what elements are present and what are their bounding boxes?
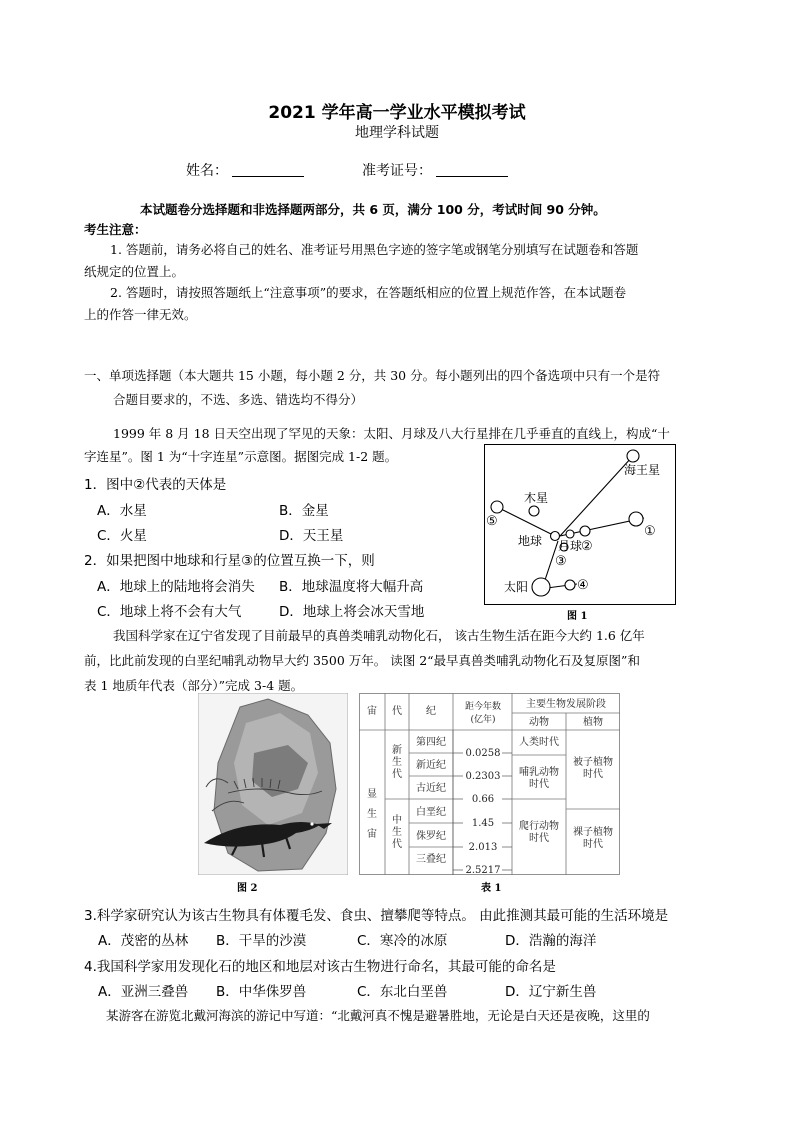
th-plant: 植物	[583, 717, 603, 728]
q2-option-b[interactable]: B．地球温度将大幅升高	[279, 579, 424, 595]
td-ceno-1: 新	[392, 745, 402, 756]
planet-1-body	[629, 512, 643, 526]
td-plant-1b: 时代	[583, 839, 603, 850]
q1-option-d[interactable]: D．天王星	[279, 528, 344, 544]
exam-title: 2021 学年高一学业水平模拟考试	[268, 103, 526, 123]
td-eon-2: 生	[367, 809, 377, 820]
passage1-a: 1999 年 8 月 18 日天空出现了罕见的天象：太阳、月球及八大行星排在几乎垂直的直线上，构成“十	[113, 426, 670, 441]
td-age-4: 2.013	[468, 842, 498, 853]
q1-option-c[interactable]: C．火星	[97, 528, 147, 544]
label-sun: 太阳	[504, 580, 529, 594]
notice-2a: 2. 答题时，请按照答题纸上“注意事项”的要求，在答题纸相应的位置上规范作答，在本试题卷	[110, 285, 627, 300]
td-period-4: 侏罗纪	[416, 831, 446, 842]
figure1-caption: 图 1	[567, 611, 588, 622]
q1-stem: 1．图中②代表的天体是	[84, 477, 227, 493]
passage3-a: 某游客在游览北戴河海滨的游记中写道：“北戴河真不愧是避暑胜地，无论是白天还是夜晚，这里的	[106, 1008, 650, 1023]
td-animal-1b: 时代	[529, 779, 549, 790]
q2-option-d[interactable]: D．地球上将会冰天雪地	[279, 604, 425, 620]
id-label: 准考证号：	[362, 163, 432, 179]
notice-2b: 上的作答一律无效。	[84, 307, 197, 322]
label-n4: ④	[577, 578, 589, 593]
td-meso-2: 生	[392, 827, 402, 838]
td-period-1: 新近纪	[416, 760, 446, 771]
td-animal-1a: 哺乳动物	[519, 767, 559, 778]
th-animal: 动物	[529, 717, 549, 728]
td-eon-3: 宙	[367, 829, 377, 840]
q4-option-b[interactable]: B．中华侏罗兽	[216, 984, 307, 1000]
td-age-0: 0.0258	[465, 748, 501, 759]
id-blank	[436, 162, 508, 177]
td-meso-3: 代	[392, 839, 402, 850]
td-ceno-2: 生	[392, 757, 402, 768]
notice-1b: 纸规定的位置上。	[84, 264, 185, 279]
td-animal-0: 人类时代	[519, 737, 559, 748]
label-jupiter: 木星	[524, 491, 549, 505]
line-to-neptune	[560, 457, 632, 536]
td-plant-0a: 被子植物	[573, 757, 613, 768]
intro-line: 本试题卷分选择题和非选择题两部分，共 6 页，满分 100 分，考试时间 90 分钟。	[140, 202, 606, 217]
td-period-5: 三叠纪	[416, 854, 446, 865]
th-ago-2: (亿年)	[470, 715, 496, 725]
table1-caption: 表 1	[481, 883, 502, 894]
id-field	[362, 160, 508, 180]
td-period-3: 白垩纪	[416, 807, 446, 818]
section1-heading-a: 一、单项选择题（本大题共 15 小题，每小题 2 分，共 30 分。每小题列出的四个备选项中只有一个是符	[84, 368, 661, 383]
td-animal-2a: 爬行动物	[519, 821, 559, 832]
label-n1: ①	[644, 524, 656, 539]
passage2-b: 前，比此前发现的白垩纪哺乳动物早大约 3500 万年。 读图 2“最早真兽类哺乳动物化石及复原图”和	[84, 653, 640, 668]
q4-option-c[interactable]: C．东北白垩兽	[357, 984, 448, 1000]
planet-4-body	[565, 580, 575, 590]
label-n5: ⑤	[486, 514, 498, 529]
q2-stem: 2．如果把图中地球和行星③的位置互换一下，则	[84, 553, 375, 569]
q4-option-a[interactable]: A．亚洲三叠兽	[98, 984, 189, 1000]
notice-1a: 1. 答题前，请务必将自己的姓名、准考证号用黑色字迹的签字笔或钢笔分别填写在试题卷和答题	[110, 242, 639, 257]
td-plant-0b: 时代	[583, 769, 603, 780]
td-age-2: 0.66	[471, 794, 495, 805]
name-blank	[232, 162, 304, 177]
th-ago-1: 距今年数	[464, 702, 502, 712]
q3-option-d[interactable]: D．浩瀚的海洋	[505, 933, 597, 949]
th-stage: 主要生物发展阶段	[526, 699, 606, 710]
td-age-1: 0.2303	[465, 771, 501, 782]
td-age-5: 2.5217	[465, 865, 501, 875]
q3-option-b[interactable]: B．干旱的沙漠	[216, 933, 307, 949]
q1-option-b[interactable]: B．金星	[279, 503, 329, 519]
q3-option-a[interactable]: A．茂密的丛林	[98, 933, 189, 949]
th-eon: 宙	[367, 706, 377, 717]
td-eon-1: 显	[367, 789, 377, 800]
figure2-caption: 图 2	[237, 883, 258, 894]
planet-5-body	[491, 501, 503, 513]
td-meso-1: 中	[392, 815, 402, 826]
q3-stem: 3.科学家研究认为该古生物具有体覆毛发、食虫、擅攀爬等特点。 由此推测其最可能的生活环境是	[84, 908, 669, 924]
label-n2: ②	[581, 539, 593, 554]
q3-option-c[interactable]: C．寒冷的冰原	[357, 933, 448, 949]
name-field	[186, 160, 304, 180]
td-age-3: 1.45	[471, 818, 495, 829]
td-plant-1a: 裸子植物	[573, 827, 613, 838]
label-n3: ③	[555, 554, 567, 569]
section1-heading-b: 合题目要求的，不选、多选、错选均不得分）	[113, 392, 364, 407]
label-moon: 月球	[558, 539, 583, 553]
td-ceno-3: 代	[392, 769, 402, 780]
figure1-diagram	[484, 444, 676, 606]
q4-option-d[interactable]: D．辽宁新生兽	[505, 984, 597, 1000]
moon-body	[566, 530, 574, 538]
q4-stem: 4.我国科学家用发现化石的地区和地层对该古生物进行命名，其最可能的命名是	[84, 959, 556, 975]
passage2-c: 表 1 地质年代表（部分）”完成 3-4 题。	[84, 678, 304, 693]
td-period-2: 古近纪	[416, 783, 446, 794]
passage1-b: 字连星”。图 1 为“十字连星”示意图。据图完成 1-2 题。	[84, 449, 398, 464]
q2-option-c[interactable]: C．地球上将不会有大气	[97, 604, 242, 620]
q2-option-a[interactable]: A．地球上的陆地将会消失	[97, 579, 255, 595]
q1-option-a[interactable]: A．水星	[97, 503, 147, 519]
td-animal-2b: 时代	[529, 833, 549, 844]
exam-subtitle: 地理学科试题	[355, 125, 439, 141]
notice-title: 考生注意：	[84, 222, 147, 237]
line-left-arm	[497, 507, 555, 536]
planet-2-body	[580, 526, 590, 536]
td-period-0: 第四纪	[416, 737, 446, 748]
label-earth: 地球	[518, 534, 543, 548]
name-label: 姓名：	[186, 163, 228, 179]
label-neptune: 海王星	[624, 463, 661, 477]
th-period: 纪	[426, 706, 436, 717]
figure2-fossil-image	[198, 693, 348, 875]
jupiter-body	[529, 506, 539, 516]
sun-body	[532, 578, 550, 596]
th-era: 代	[392, 706, 402, 717]
table1-geologic-time	[359, 693, 620, 875]
passage2-a: 我国科学家在辽宁省发现了目前最早的真兽类哺乳动物化石， 该古生物生活在距今大约 1.6 亿年	[113, 628, 645, 643]
neptune-body	[627, 450, 639, 462]
